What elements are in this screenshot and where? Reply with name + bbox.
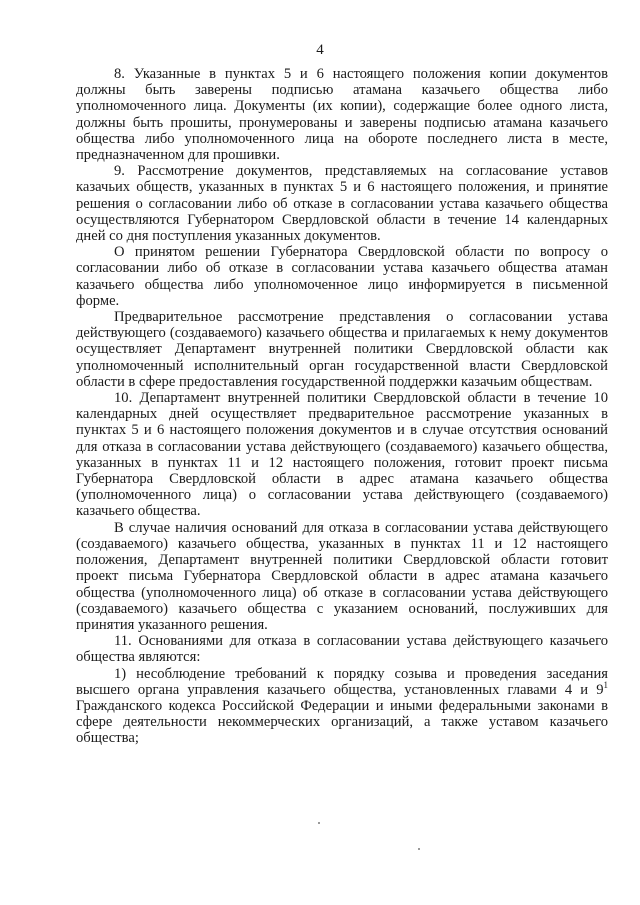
superscript: 1 <box>603 679 608 690</box>
paragraph-10: 10. Департамент внутренней политики Свердловской области в течение 10 календарных дней осуществляет предварительное рассмотрение указанных в пунктах 5 и 6 настоящего положения документов и в случае отсутствия оснований для отказа в согласовании устава действующего (создаваемого) казачьего общества, указанных в пунктах 11 и 12 настоящего положения, готовит проект письма Губернатора Свердловской области в адрес атамана казачьего общества (уполномоченного лица) о согласовании устава действующего (создаваемого) казачьего общества. <box>76 390 608 520</box>
list-item-1-continuation: Гражданского кодекса Российской Федерации и иными федеральными законами в сфере деятельности некоммерческих организаций, а также уставом казачьего общества; <box>76 697 608 747</box>
paragraph-9: 9. Рассмотрение документов, представляемых на согласование уставов казачьих обществ, указанных в пунктах 5 и 6 настоящего положения, и принятие решения о согласовании либо об отказе в согласовании устава казачьего общества осуществляются Губернатором Свердловской области в течение 14 календарных дней со дня поступления указанных документов. <box>76 163 608 245</box>
paragraph-preliminary-review: Предварительное рассмотрение представления о согласовании устава действующего (создаваемого) казачьего общества и прилагаемых к нему документов осуществляет Департамент внутренней политики Свердловской области как уполномоченный исполнительный орган государственной власти Свердловской области в сфере предоставления государственной поддержки казачьим обществам. <box>76 309 608 390</box>
paragraph-11: 11. Основаниями для отказа в согласовании устава действующего казачьего общества являются: <box>76 633 608 666</box>
scan-speck <box>418 848 420 850</box>
document-body <box>76 66 608 747</box>
paragraph-8: 8. Указанные в пунктах 5 и 6 настоящего положения копии документов должны быть заверены подписью атамана казачьего общества либо уполномоченного лица. Документы (их копии), содержащие более одного листа, должны быть прошиты, пронумерованы и заверены подписью атамана казачьего общества либо уполномоченного лица на обороте последнего листа в месте, предназначенном для прошивки. <box>76 66 608 164</box>
list-item-1 <box>76 666 608 747</box>
paragraph-refusal-case: В случае наличия оснований для отказа в согласовании устава действующего (создаваемого) казачьего общества, указанных в пунктах 11 и 12 настоящего положения, Департамент внутренней политики Свердловской области готовит проект письма Губернатора Свердловской области в адрес атамана казачьего общества (уполномоченного лица) об отказе в согласовании устава действующего (создаваемого) казачьего общества с указанием оснований, послуживших для принятия указанного решения. <box>76 519 608 633</box>
paragraph-decision-notice: О принятом решении Губернатора Свердловской области по вопросу о согласовании либо об отказе в согласовании устава казачьего общества атаман казачьего общества либо уполномоченное лицо информируется в письменной форме. <box>76 244 608 309</box>
page-number: 4 <box>316 42 324 58</box>
scan-speck <box>318 822 320 824</box>
list-item-1-text: 1) несоблюдение требований к порядку созыва и проведения заседания высшего органа управления казачьего общества, установленных главами 4 и 9 <box>76 665 608 698</box>
